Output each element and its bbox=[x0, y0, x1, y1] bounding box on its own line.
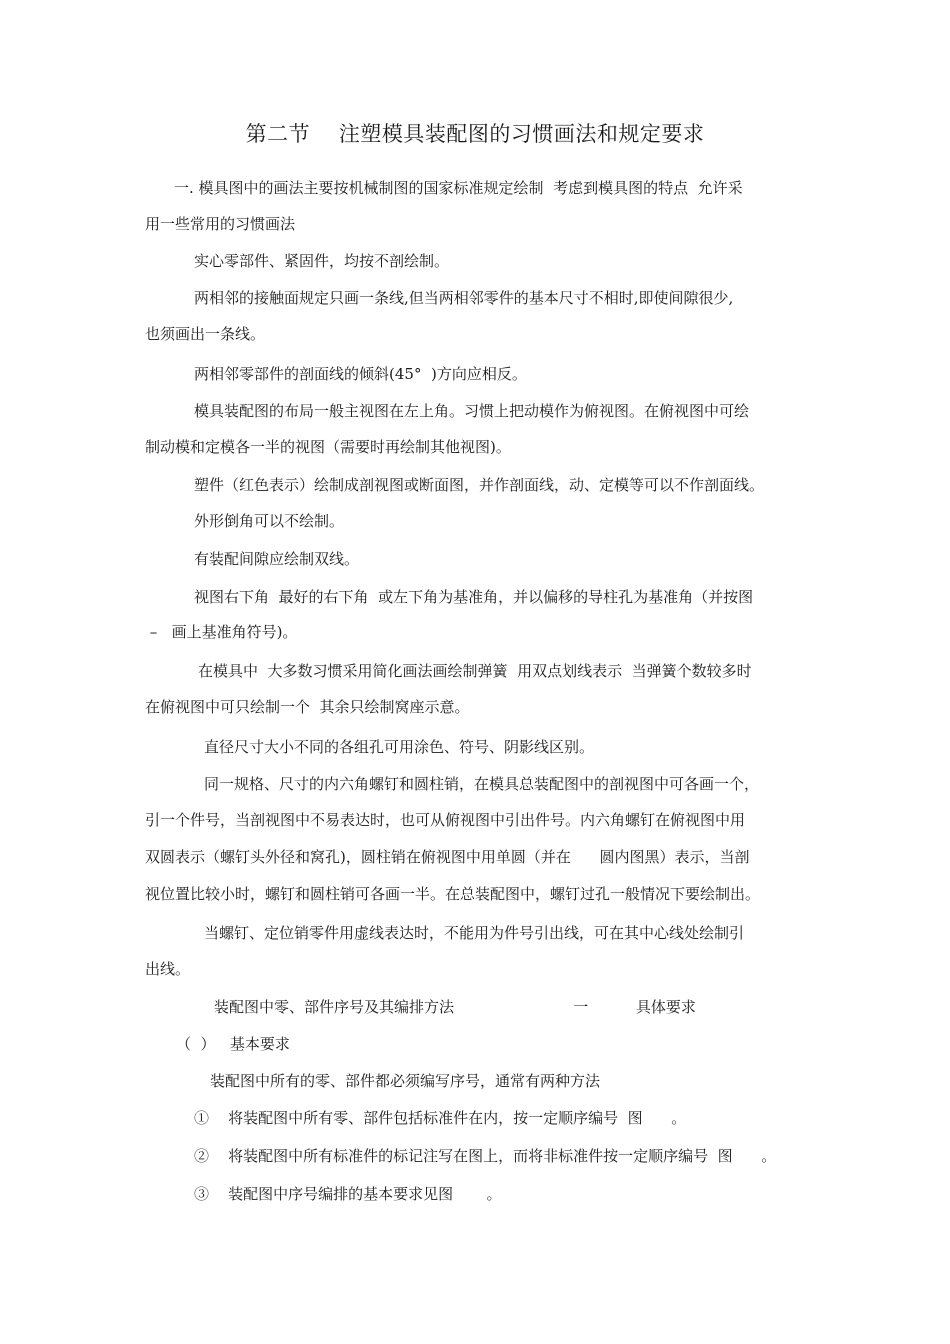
text-line: 一. 模具图中的画法主要按机械制图的国家标准规定绘制 考虑到模具图的特点 允许采 bbox=[174, 179, 743, 197]
text-line: 用一些常用的习惯画法 bbox=[145, 215, 296, 233]
text-line: 装配图中零、部件序号及其编排方法 一 具体要求 bbox=[214, 998, 696, 1016]
text-line: 当螺钉、定位销零件用虚线表达时，不能用为件号引出线，可在其中心线处绘制引 bbox=[204, 924, 745, 942]
section-title: 第二节 注塑模具装配图的习惯画法和规定要求 bbox=[245, 122, 705, 146]
text-line: 有装配间隙应绘制双线。 bbox=[194, 550, 360, 568]
text-line: 同一规格、尺寸的内六角螺钉和圆柱销，在模具总装配图中的剖视图中可各画一个， bbox=[204, 775, 760, 793]
text-line: 两相邻的接触面规定只画一条线,但当两相邻零件的基本尺寸不相时,即使间隙很少, bbox=[194, 289, 734, 307]
text-line: 视位置比较小时，螺钉和圆柱销可各画一半。在总装配图中，螺钉过孔一般情况下要绘制出。 bbox=[145, 885, 761, 903]
text-line: 制动模和定模各一半的视图（需要时再绘制其他视图)。 bbox=[145, 438, 511, 456]
text-line: 两相邻零部件的剖面线的倾斜(45° )方向应相反。 bbox=[194, 365, 527, 383]
text-line: 双圆表示（螺钉头外径和窝孔)，圆柱销在俯视图中用单圆（并在 圆内图黑）表示，当剖 bbox=[145, 848, 750, 866]
text-line: 在模具中 大多数习惯采用简化画法画绘制弹簧 用双点划线表示 当弹簧个数较多时 bbox=[198, 662, 752, 680]
text-line: 直径尺寸大小不同的各组孔可用涂色、符号、阴影线区别。 bbox=[204, 738, 595, 756]
text-line: 模具装配图的布局一般主视图在左上角。习惯上把动模作为俯视图。在俯视图中可绘 bbox=[194, 402, 750, 420]
text-line: ② 将装配图中所有标准件的标记注写在图上，而将非标准件按一定顺序编号 图 。 bbox=[194, 1147, 777, 1165]
text-line: 外形倒角可以不绘制。 bbox=[194, 512, 345, 530]
text-line: 塑件（红色表示）绘制成剖视图或断面图，并作剖面线，动、定模等可以不作剖面线。 bbox=[194, 476, 765, 494]
text-line: 引一个件号，当剖视图中不易表达时，也可从俯视图中引出件号。内六角螺钉在俯视图中用 bbox=[145, 811, 746, 829]
text-line: ① 将装配图中所有零、部件包括标准件在内，按一定顺序编号 图 。 bbox=[194, 1109, 687, 1127]
text-line: ③ 装配图中序号编排的基本要求见图 。 bbox=[194, 1185, 502, 1203]
text-line: 实心零部件、紧固件，均按不剖绘制。 bbox=[194, 252, 450, 270]
text-line: 装配图中所有的零、部件都必须编写序号，通常有两种方法 bbox=[210, 1072, 601, 1090]
text-line: 在俯视图中可只绘制一个 其余只绘制窝座示意。 bbox=[145, 698, 470, 716]
text-line: （ ） 基本要求 bbox=[176, 1035, 290, 1053]
text-line: – 画上基准角符号)。 bbox=[145, 623, 298, 641]
text-line: 也须画出一条线。 bbox=[145, 325, 266, 343]
text-line: 视图右下角 最好的右下角 或左下角为基准角，并以偏移的导柱孔为基准角（并按图 bbox=[194, 588, 754, 606]
text-line: 出线。 bbox=[145, 960, 191, 978]
